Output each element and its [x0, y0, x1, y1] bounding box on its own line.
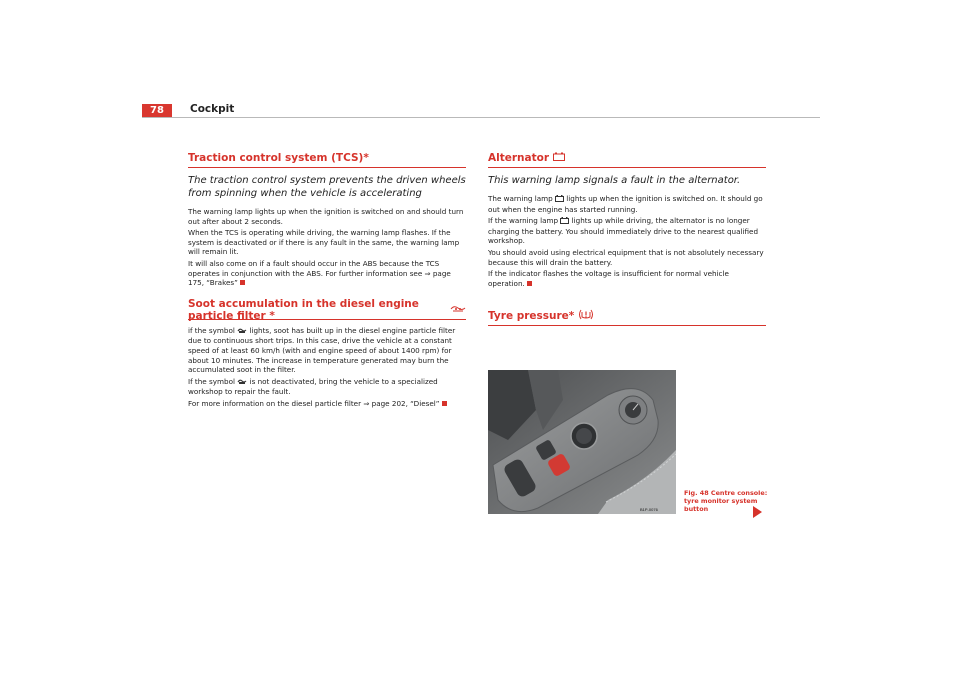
tcs-section-title	[188, 152, 466, 168]
alt-p2-start: If the warning lamp	[488, 216, 559, 226]
soot-paragraph-3	[188, 399, 466, 409]
alt-p2-end: lights up while driving, the alternator is no longer charging the battery. You should immediately drive to the nearest qualified workshop.	[488, 216, 759, 246]
tcs-paragraph-2: When the TCS is operating while driving, the warning lamp flashes. If the system is deactivated or if there is any fault in the same, the warning lamp will remain lit.	[188, 228, 460, 257]
soot-p1-start: if the symbol	[188, 325, 235, 335]
tcs-body	[188, 207, 466, 288]
soot-body	[188, 326, 466, 409]
section-end-mark	[240, 280, 245, 285]
page-number: 78	[142, 104, 172, 118]
battery-icon	[555, 195, 564, 205]
next-page-arrow-icon[interactable]	[753, 506, 762, 518]
soot-p3-text: For more information on the diesel particle filter ⇒ page 202, “Diesel”	[188, 398, 440, 408]
header-divider	[142, 117, 820, 118]
tcs-paragraph-3-text: It will also come on if a fault should occur in the ABS because the TCS operates in conjunction with the ABS. For further information see ⇒ page 175, “Brakes”	[188, 258, 451, 288]
soot-title-text: Soot accumulation in the diesel engine particle filter *	[188, 297, 419, 322]
alt-p1-start: The warning lamp	[488, 194, 553, 203]
particle-filter-icon	[450, 304, 466, 316]
alternator-paragraph-1	[488, 194, 766, 214]
alternator-subtitle: This warning lamp signals a fault in the alternator.	[488, 175, 741, 186]
tcs-paragraph-1: The warning lamp lights up when the ignition is switched on and should turn out after about 2 seconds.	[188, 207, 464, 226]
section-end-mark	[527, 281, 532, 286]
alt-p4-text: If the indicator flashes the voltage is insufficient for normal vehicle operation.	[488, 269, 729, 288]
soot-paragraph-1	[188, 326, 466, 375]
soot-section-title	[188, 297, 466, 322]
tcs-subtitle: The traction control system prevents the driven wheels from spinning when the vehicle is accelerating	[188, 175, 466, 199]
figure-caption: Fig. 48 Centre console: tyre monitor system button	[684, 489, 768, 513]
tcs-paragraph-3	[188, 259, 466, 288]
soot-p2-end: is not deactivated, bring the vehicle to a specialized workshop to repair the fault.	[188, 376, 438, 397]
battery-icon	[553, 152, 565, 164]
tyre-pressure-icon	[578, 309, 594, 323]
figure-centre-console	[488, 370, 676, 514]
tyre-section-title	[488, 310, 766, 326]
soot-p2-start: If the symbol	[188, 376, 235, 386]
section-end-mark	[442, 401, 447, 406]
particle-filter-icon	[237, 327, 247, 337]
battery-icon	[560, 217, 569, 227]
alternator-section-title	[488, 152, 766, 168]
soot-paragraph-2	[188, 377, 466, 397]
alternator-paragraph-3: You should avoid using electrical equipment that is not absolutely necessary because this will drain the battery.	[488, 247, 764, 267]
centre-console-photo	[488, 370, 676, 514]
particle-filter-icon	[237, 378, 247, 388]
alternator-title-text: Alternator	[488, 152, 550, 164]
left-column	[188, 152, 466, 411]
alt-p1-end: lights up when the ignition is switched on. It should go out when the engine has started running.	[488, 194, 763, 214]
tcs-title-text: Traction control system (TCS)*	[188, 152, 369, 164]
soot-p1-end: lights, soot has built up in the diesel engine particle filter due to continuous short trips. In this case, drive the vehicle at a constant speed of at least 60 km/h (with and engine speed of about 1400 rpm) for about 10 minutes. The increase in temperature generated may burn the accumulated soot in the filter.	[188, 325, 456, 375]
alternator-paragraph-2	[488, 216, 766, 246]
alternator-paragraph-4	[488, 269, 766, 288]
right-column	[488, 152, 766, 326]
chapter-title: Cockpit	[190, 103, 235, 115]
figure-code: B1P-0076	[640, 507, 658, 512]
alternator-body	[488, 194, 766, 288]
tyre-title-text: Tyre pressure*	[488, 310, 575, 323]
